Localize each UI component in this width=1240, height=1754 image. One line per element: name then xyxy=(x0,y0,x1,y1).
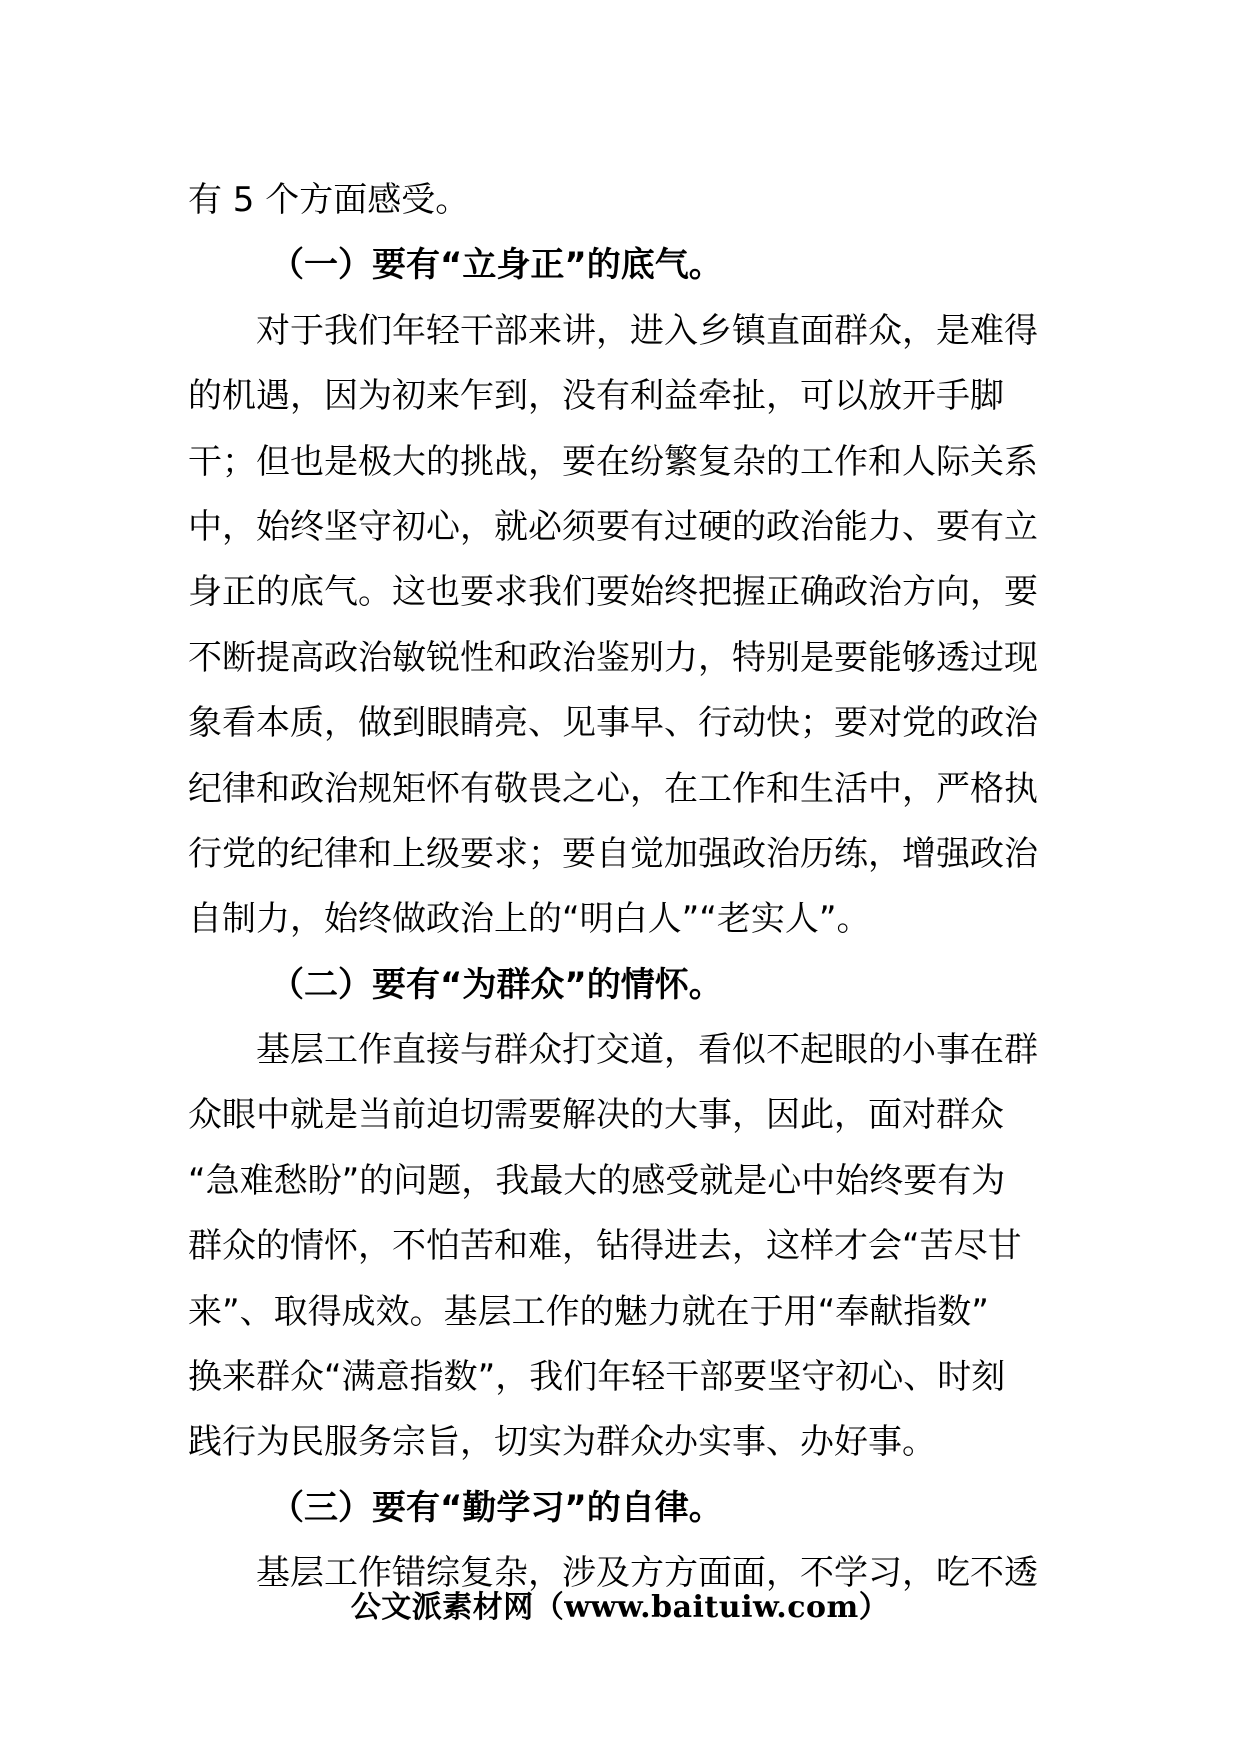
paragraph-line: 群众的情怀，不怕苦和难，钻得进去，这样才会“苦尽甘 xyxy=(188,1226,1022,1267)
document-body xyxy=(188,168,1060,1607)
section-heading-1: （一）要有“立身正”的底气。 xyxy=(270,245,723,286)
paragraph-line: 众眼中就是当前迫切需要解决的大事，因此，面对群众 xyxy=(188,1095,1004,1136)
paragraph-line: 纪律和政治规矩怀有敬畏之心，在工作和生活中，严格执 xyxy=(188,768,1038,809)
section-heading-3: （三）要有“勤学习”的自律。 xyxy=(270,1487,723,1528)
paragraph-line: 行党的纪律和上级要求；要自觉加强政治历练，增强政治 xyxy=(188,833,1038,874)
paragraph-line: 对于我们年轻干部来讲，进入乡镇直面群众，是难得 xyxy=(256,310,1038,351)
paragraph-line: 践行为民服务宗旨，切实为群众办实事、办好事。 xyxy=(188,1422,936,1463)
paragraph-line: 自制力，始终做政治上的“明白人”“老实人”。 xyxy=(188,899,871,940)
paragraph-line: 基层工作直接与群众打交道，看似不起眼的小事在群 xyxy=(256,1030,1038,1071)
paragraph-line: 身正的底气。这也要求我们要始终把握正确政治方向，要 xyxy=(188,572,1038,613)
paragraph-line: 来”、取得成效。基层工作的魅力就在于用“奉献指数” xyxy=(188,1291,989,1332)
paragraph-line: 换来群众“满意指数”，我们年轻干部要坚守初心、时刻 xyxy=(188,1357,1006,1398)
section-heading-2: （二）要有“为群众”的情怀。 xyxy=(270,964,723,1005)
paragraph-line: 中，始终坚守初心，就必须要有过硬的政治能力、要有立 xyxy=(188,506,1038,547)
paragraph-line: 的机遇，因为初来乍到，没有利益牵扯，可以放开手脚 xyxy=(188,376,1004,417)
page-footer-watermark: 公文派素材网（www.baituiw.com） xyxy=(350,1590,890,1625)
body-line: 有 5 个方面感受。 xyxy=(188,180,470,220)
paragraph-line: 干；但也是极大的挑战，要在纷繁复杂的工作和人际关系 xyxy=(188,441,1038,482)
paragraph-line: 不断提高政治敏锐性和政治鉴别力，特别是要能够透过现 xyxy=(188,637,1038,678)
paragraph-line: 象看本质，做到眼睛亮、见事早、行动快；要对党的政治 xyxy=(188,703,1038,744)
paragraph-line: “急难愁盼”的问题，我最大的感受就是心中始终要有为 xyxy=(188,1160,1006,1201)
paragraph-line: 基层工作错综复杂，涉及方方面面，不学习，吃不透 xyxy=(256,1553,1038,1594)
